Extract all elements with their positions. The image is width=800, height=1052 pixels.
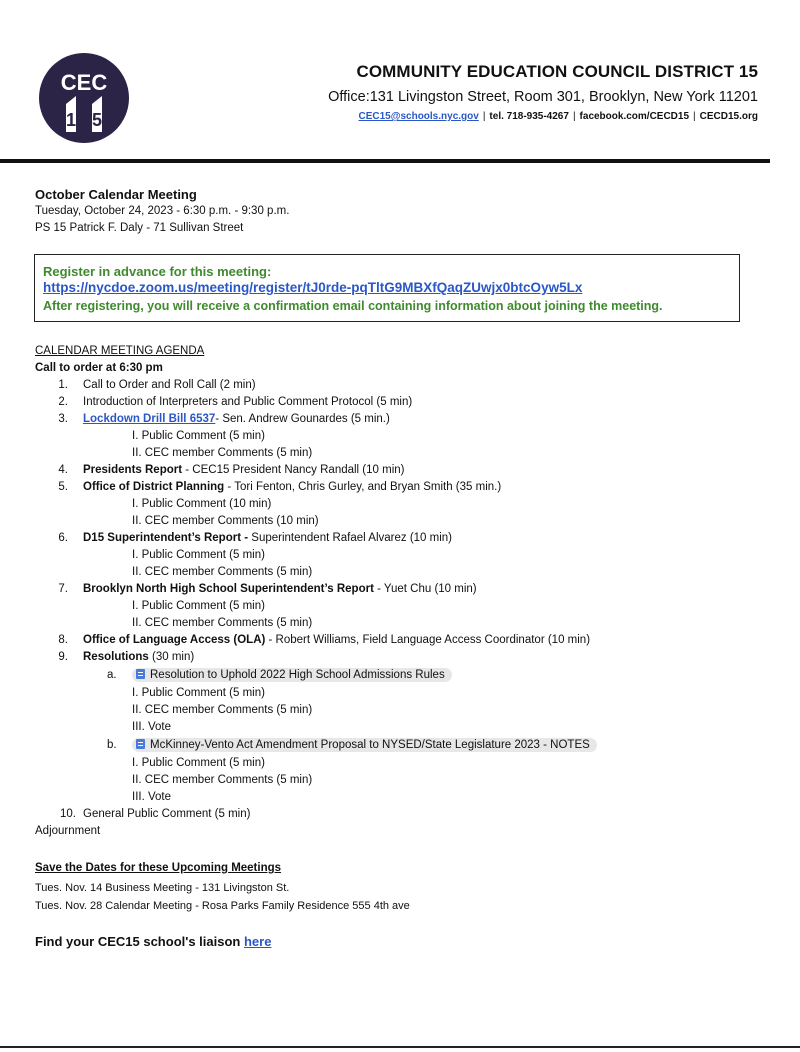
agenda-item-2: Introduction of Interpreters and Public Comment Protocol (5 min) [83, 396, 413, 408]
agenda-item-8: Office of Language Access (OLA) - Robert Williams, Field Language Access Coordinator (10 min) [83, 634, 591, 646]
meeting-place: PS 15 Patrick F. Daly - 71 Sullivan Street [35, 222, 244, 234]
resolution-b-chip[interactable]: McKinney-Vento Act Amendment Proposal to NYSED/State Legislature 2023 - NOTES [132, 738, 597, 752]
sub-item: II. CEC member Comments (10 min) [132, 515, 319, 527]
sub-item: I. Public Comment (5 min) [132, 757, 265, 769]
sub-item: II. CEC member Comments (5 min) [132, 617, 313, 629]
sub-item: II. CEC member Comments (5 min) [132, 704, 313, 716]
item-number: 9. [58, 651, 68, 663]
adjournment: Adjournment [35, 825, 101, 837]
sub-item: I. Public Comment (5 min) [132, 549, 265, 561]
resolution-a-chip[interactable]: Resolution to Uphold 2022 High School Admissions Rules [132, 668, 452, 682]
register-note: After registering, you will receive a confirmation email containing information about joining the meeting. [43, 299, 663, 313]
meeting-date: Tuesday, October 24, 2023 - 6:30 p.m. - 9:30 p.m. [35, 205, 290, 217]
sub-item: I. Public Comment (5 min) [132, 687, 265, 699]
agenda-item-4: Presidents Report - CEC15 President Nancy Randall (10 min) [83, 464, 405, 476]
item-number: 3. [58, 413, 68, 425]
org-address: Office:131 Livingston Street, Room 301, Brooklyn, New York 11201 [328, 89, 758, 105]
agenda-item-3: Lockdown Drill Bill 6537- Sen. Andrew Gounardes (5 min.) [83, 413, 390, 425]
register-heading: Register in advance for this meeting: [43, 264, 272, 279]
sub-item-label: a. [107, 669, 117, 681]
liaison-line: Find your CEC15 school's liaison here [35, 934, 272, 949]
sub-item: I. Public Comment (10 min) [132, 498, 272, 510]
sub-item: III. Vote [132, 791, 171, 803]
logo-text-cec: CEC [60, 70, 108, 95]
item-number: 10. [60, 808, 76, 820]
item-number: 5. [58, 481, 68, 493]
agenda-item-6: D15 Superintendent’s Report - Superintendent Rafael Alvarez (10 min) [83, 532, 452, 544]
facebook-link[interactable]: facebook.com/CECD15 [579, 111, 690, 122]
item-number: 6. [58, 532, 68, 544]
bottom-edge-line [0, 1046, 800, 1048]
agenda-heading: CALENDAR MEETING AGENDA [35, 345, 205, 357]
lockdown-drill-bill-link[interactable]: Lockdown Drill Bill 6537 [83, 413, 216, 425]
website-link[interactable]: CECD15.org [699, 111, 758, 122]
item-number: 2. [58, 396, 68, 408]
sub-item-label: b. [107, 739, 117, 751]
item-number: 8. [58, 634, 68, 646]
sub-item: II. CEC member Comments (5 min) [132, 566, 313, 578]
agenda-item-9: Resolutions (30 min) [83, 651, 195, 663]
meeting-title: October Calendar Meeting [35, 187, 197, 202]
cec15-logo [38, 52, 130, 144]
org-name: COMMUNITY EDUCATION COUNCIL DISTRICT 15 [356, 62, 758, 81]
phone-number: tel. 718-935-4267 [489, 111, 569, 122]
sub-item: II. CEC member Comments (5 min) [132, 447, 313, 459]
register-link[interactable]: https://nycdoe.zoom.us/meeting/register/tJ0rde-pqTltG9MBXfQaqZUwjx0btcOyw5Lx [43, 280, 583, 295]
sub-item: I. Public Comment (5 min) [132, 430, 265, 442]
save-date-2: Tues. Nov. 28 Calendar Meeting - Rosa Parks Family Residence 555 4th ave [35, 900, 410, 912]
item-number: 4. [58, 464, 68, 476]
agenda-item-1: Call to Order and Roll Call (2 min) [83, 379, 256, 391]
sub-item: III. Vote [132, 721, 171, 733]
liaison-here-link[interactable]: here [243, 934, 272, 949]
header-divider [0, 159, 770, 163]
item-number: 1. [58, 379, 68, 391]
doc-icon [136, 739, 145, 749]
logo-text-1: 1 [65, 110, 77, 130]
email-link[interactable]: CEC15@schools.nyc.gov [358, 111, 479, 122]
save-date-1: Tues. Nov. 14 Business Meeting - 131 Livingston St. [35, 882, 290, 894]
sub-item: II. CEC member Comments (5 min) [132, 774, 313, 786]
call-to-order: Call to order at 6:30 pm [35, 362, 163, 374]
logo-text-5: 5 [91, 110, 103, 130]
agenda-item-10: General Public Comment (5 min) [83, 808, 251, 820]
item-number: 7. [58, 583, 68, 595]
contact-line: CEC15@schools.nyc.gov | tel. 718-935-4267 | facebook.com/CECD15 | CECD15.org [358, 111, 758, 122]
agenda-item-5: Office of District Planning - Tori Fenton, Chris Gurley, and Bryan Smith (35 min.) [83, 481, 502, 493]
doc-icon [136, 669, 145, 679]
sub-item: I. Public Comment (5 min) [132, 600, 265, 612]
save-dates-heading: Save the Dates for these Upcoming Meetings [35, 862, 282, 874]
agenda-item-7: Brooklyn North High School Superintendent’s Report - Yuet Chu (10 min) [83, 583, 477, 595]
